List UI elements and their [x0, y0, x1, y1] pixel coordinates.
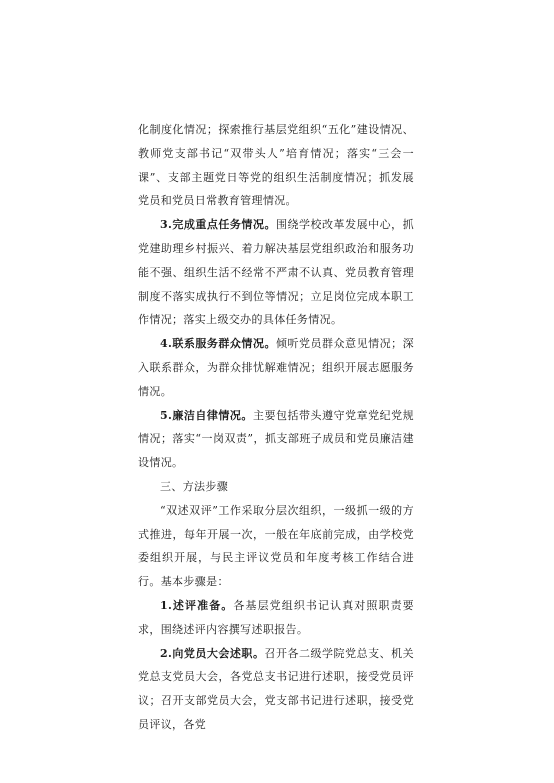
item-heading: 2.向党员大会述职。: [160, 646, 265, 660]
item-heading: 4.联系服务群众情况。: [160, 337, 276, 351]
paragraph-text: “双述双评”工作采取分层次组织，一级抓一级的方式推进，每年开展一次，一般在年底前完成，由学校党委组织开展，与民主评议党员和年度考核工作结合进行。基本步骤是：: [138, 503, 414, 589]
paragraph-serve-masses: [138, 332, 414, 403]
paragraph-text: 主要包括带头遵守党章党纪党规情况；落实“一岗双责”，抓支部班子成员和党员廉洁建设情况。: [138, 408, 414, 470]
paragraph-text: 倾听党员群众意见情况；深入联系群众，为群众排忧解难情况；组织开展志愿服务情况。: [138, 337, 414, 398]
paragraph-text: 围绕学校改革发展中心，抓党建助理乡村振兴、着力解决基层党组织政治和服务功能不强、组织生活不经常不严肃不认真、党员教育管理制度不落实成执行不到位等情况；立足岗位完成本职工作情况；落实上级交办的具体任务情况。: [138, 218, 414, 327]
item-heading: 1.述评准备。: [160, 598, 234, 612]
document-body: [138, 118, 414, 737]
paragraph-step-preparation: [138, 594, 414, 642]
paragraph-key-tasks: [138, 213, 414, 332]
paragraph-integrity: [138, 404, 414, 475]
paragraph-text: 各基层党组织书记认真对照职责要求，围绕述评内容撰写述职报告。: [138, 598, 415, 636]
paragraph-text: 召开各二级学院党总支、机关党总支党员大会，各党总支书记进行述职，接受党员评议；召开支部党员大会，党支部书记进行述职，接受党员评议，各党: [138, 646, 414, 731]
paragraph-text: 化制度化情况；探索推行基层党组织“五化”建设情况、教师党支部书记“双带头人”培育情况；落实“三会一课”、支部主题党日等党的组织生活制度情况；抓发展党员和党员日常教育管理情况。: [138, 123, 414, 208]
paragraph-organization-life: [138, 118, 414, 213]
item-heading: 3.完成重点任务情况。: [160, 218, 276, 232]
item-heading: 5.廉洁自律情况。: [160, 408, 253, 422]
paragraph-methods-intro: [138, 499, 414, 594]
paragraph-step-report: [138, 642, 414, 737]
section-heading-methods: 三、方法步骤: [160, 479, 229, 493]
